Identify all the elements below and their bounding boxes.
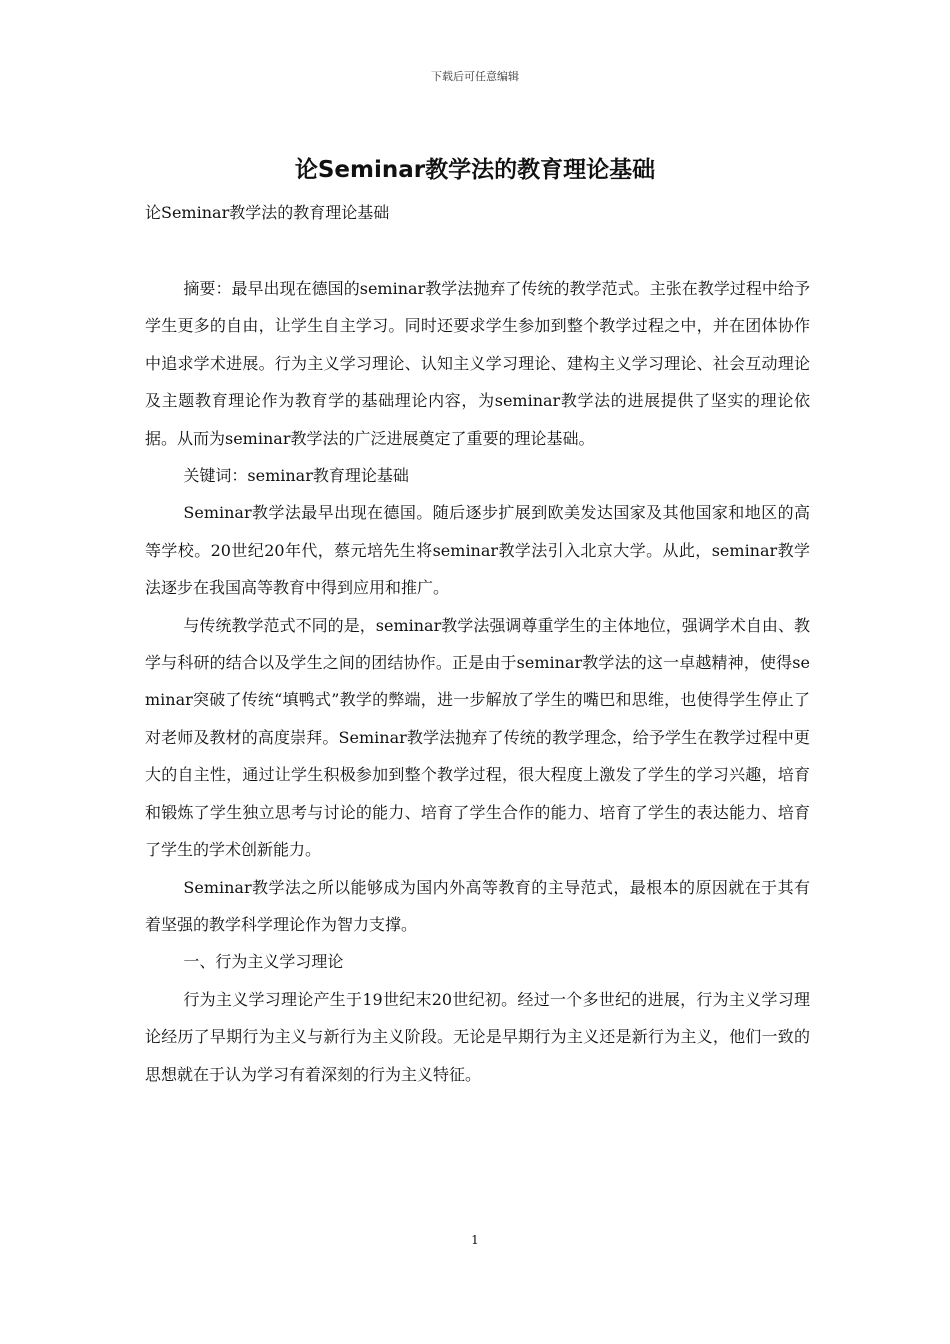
body-paragraph: Seminar教学法之所以能够成为国内外高等教育的主导范式，最根本的原因就在于其有着坚强的教学科学理论作为智力支撑。	[145, 877, 810, 934]
body-paragraph: Seminar教学法最早出现在德国。随后逐步扩展到欧美发达国家及其他国家和地区的高等学校。20世纪20年代，蔡元培先生将seminar教学法引入北京大学。从此，seminar教学法逐步在我国高等教育中得到应用和推广。	[145, 503, 810, 598]
page-number: 1	[471, 1233, 479, 1247]
keywords-paragraph: 关键词：seminar教育理论基础	[183, 466, 409, 486]
document-title: 论Seminar教学法的教育理论基础	[294, 157, 656, 183]
page-header-note: 下载后可任意编辑	[431, 70, 519, 83]
document-subtitle: 论Seminar教学法的教育理论基础	[145, 203, 390, 222]
abstract-paragraph: 摘要：最早出现在德国的seminar教学法抛弃了传统的教学范式。主张在教学过程中给予学生更多的自由，让学生自主学习。同时还要求学生参加到整个教学过程之中，并在团体协作中追求学术进展。行为主义学习理论、认知主义学习理论、建构主义学习理论、社会互动理论及主题教育理论作为教育学的基础理论内容，为seminar教学法的进展提供了坚实的理论依据。从而为seminar教学法的广泛进展奠定了重要的理论基础。	[145, 279, 810, 448]
document-body	[145, 270, 810, 1093]
body-paragraph: 与传统教学范式不同的是，seminar教学法强调尊重学生的主体地位，强调学术自由、教学与科研的结合以及学生之间的团结协作。正是由于seminar教学法的这一卓越精神，使得seminar突破了传统“填鸭式”教学的弊端，进一步解放了学生的嘴巴和思维，也使得学生停止了对老师及教材的高度崇拜。Seminar教学法抛弃了传统的教学理念，给予学生在教学过程中更大的自主性，通过让学生积极参加到整个教学过程，很大程度上激发了学生的学习兴趣，培育和锻炼了学生独立思考与讨论的能力、培育了学生合作的能力、培育了学生的表达能力、培育了学生的学术创新能力。	[145, 615, 810, 860]
section-heading: 一、行为主义学习理论	[183, 952, 344, 972]
body-paragraph: 行为主义学习理论产生于19世纪末20世纪初。经过一个多世纪的进展，行为主义学习理论经历了早期行为主义与新行为主义阶段。无论是早期行为主义还是新行为主义，他们一致的思想就在于认为学习有着深刻的行为主义特征。	[145, 989, 810, 1084]
